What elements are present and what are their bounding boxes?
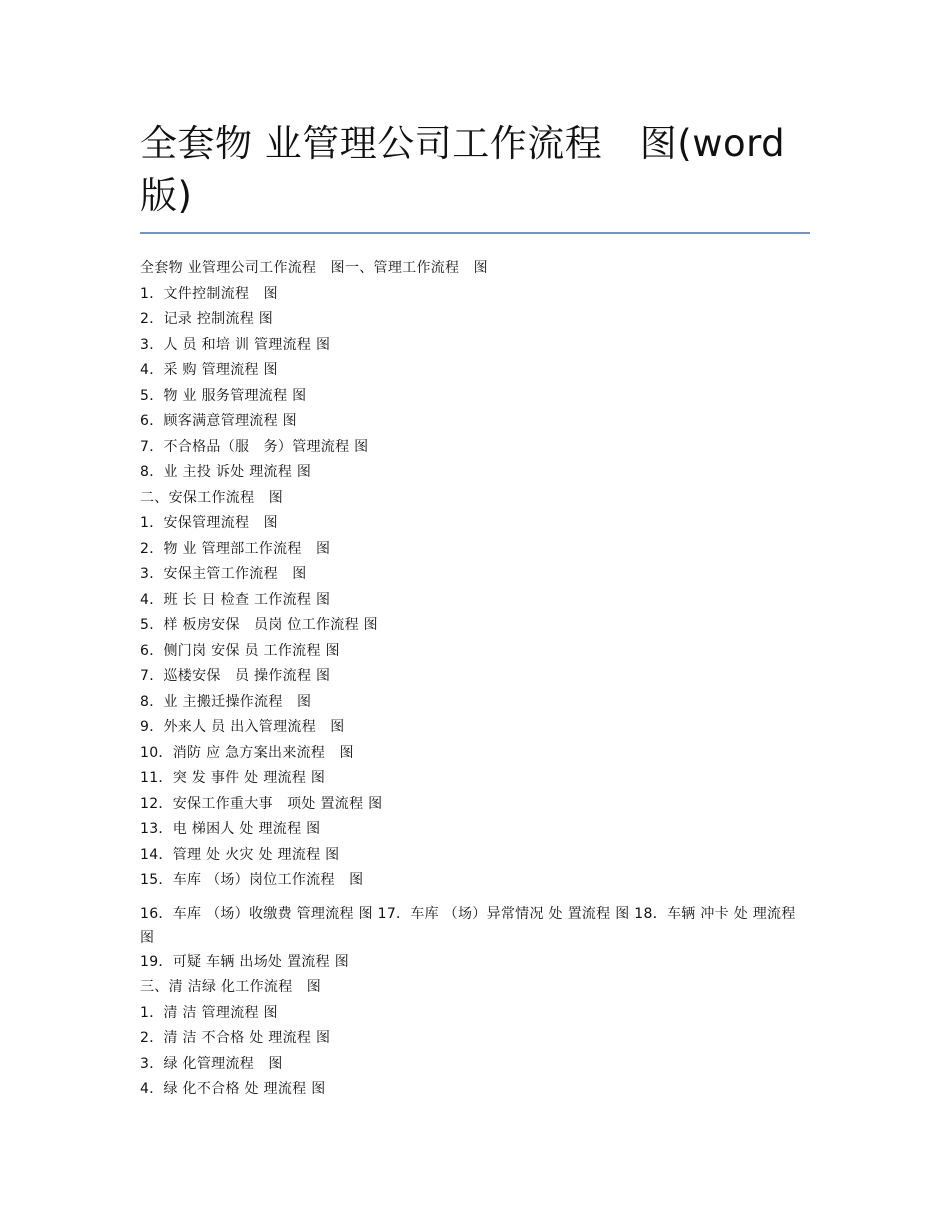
text-line: 5．物 业 服务管理流程 图 (140, 387, 307, 404)
text-line: 9．外来人 员 出入管理流程 图 (140, 719, 345, 735)
text-line: 4．绿 化不合格 处 理流程 图 (140, 1081, 326, 1097)
text-line: 4．采 购 管理流程 图 (140, 362, 278, 378)
text-line: 12．安保工作重大事 项处 置流程 图 (140, 795, 383, 812)
text-line: 1．清 洁 管理流程 图 (140, 1004, 278, 1021)
content-block-a (140, 256, 810, 894)
text-line: 4．班 长 日 检查 工作流程 图 (140, 591, 331, 608)
text-line: 6．侧门岗 安保 员 工作流程 图 (140, 642, 340, 659)
text-line: 2．记录 控制流程 图 (140, 311, 274, 327)
text-line: 2．物 业 管理部工作流程 图 (140, 540, 331, 557)
text-line: 8．业 主搬迁操作流程 图 (140, 693, 312, 710)
text-line: 3．绿 化管理流程 图 (140, 1055, 283, 1072)
text-line: 3．安保主管工作流程 图 (140, 566, 307, 582)
text-line: 15．车库 （场）岗位工作流程 图 (140, 872, 364, 888)
document-title: 全套物 业管理公司工作流程 图(word版) (140, 122, 786, 217)
text-line: 14．管理 处 火灾 处 理流程 图 (140, 846, 340, 863)
text-line: 11．突 发 事件 处 理流程 图 (140, 770, 326, 786)
text-line: 13．电 梯困人 处 理流程 图 (140, 821, 321, 837)
text-line: 全套物 业管理公司工作流程 图一、管理工作流程 图 (140, 260, 488, 276)
text-line: 2．清 洁 不合格 处 理流程 图 (140, 1030, 331, 1046)
text-line: 5．样 板房安保 员岗 位工作流程 图 (140, 617, 378, 633)
content-block-b (140, 950, 810, 1103)
text-line: 10．消防 应 急方案出来流程 图 (140, 744, 354, 761)
text-line: 7．巡楼安保 员 操作流程 图 (140, 668, 331, 684)
title-underline (140, 232, 810, 234)
wrapped-paragraph: 16．车库 （场）收缴费 管理流程 图 17．车库 （场）异常情况 处 置流程 图 18．车辆 冲卡 处 理流程 图 (140, 905, 796, 946)
section-heading: 三、清 洁绿 化工作流程 图 (140, 979, 322, 995)
text-line: 3．人 员 和培 训 管理流程 图 (140, 336, 331, 353)
text-line: 1．文件控制流程 图 (140, 285, 278, 302)
text-line: 1．安保管理流程 图 (140, 515, 278, 531)
text-line: 19．可疑 车辆 出场处 置流程 图 (140, 953, 350, 970)
text-line: 8．业 主投 诉处 理流程 图 (140, 464, 312, 480)
text-line: 6．顾客满意管理流程 图 (140, 413, 297, 429)
text-line: 7．不合格品（服 务）管理流程 图 (140, 438, 369, 455)
section-heading: 二、安保工作流程 图 (140, 489, 283, 506)
document-page (140, 118, 810, 1103)
